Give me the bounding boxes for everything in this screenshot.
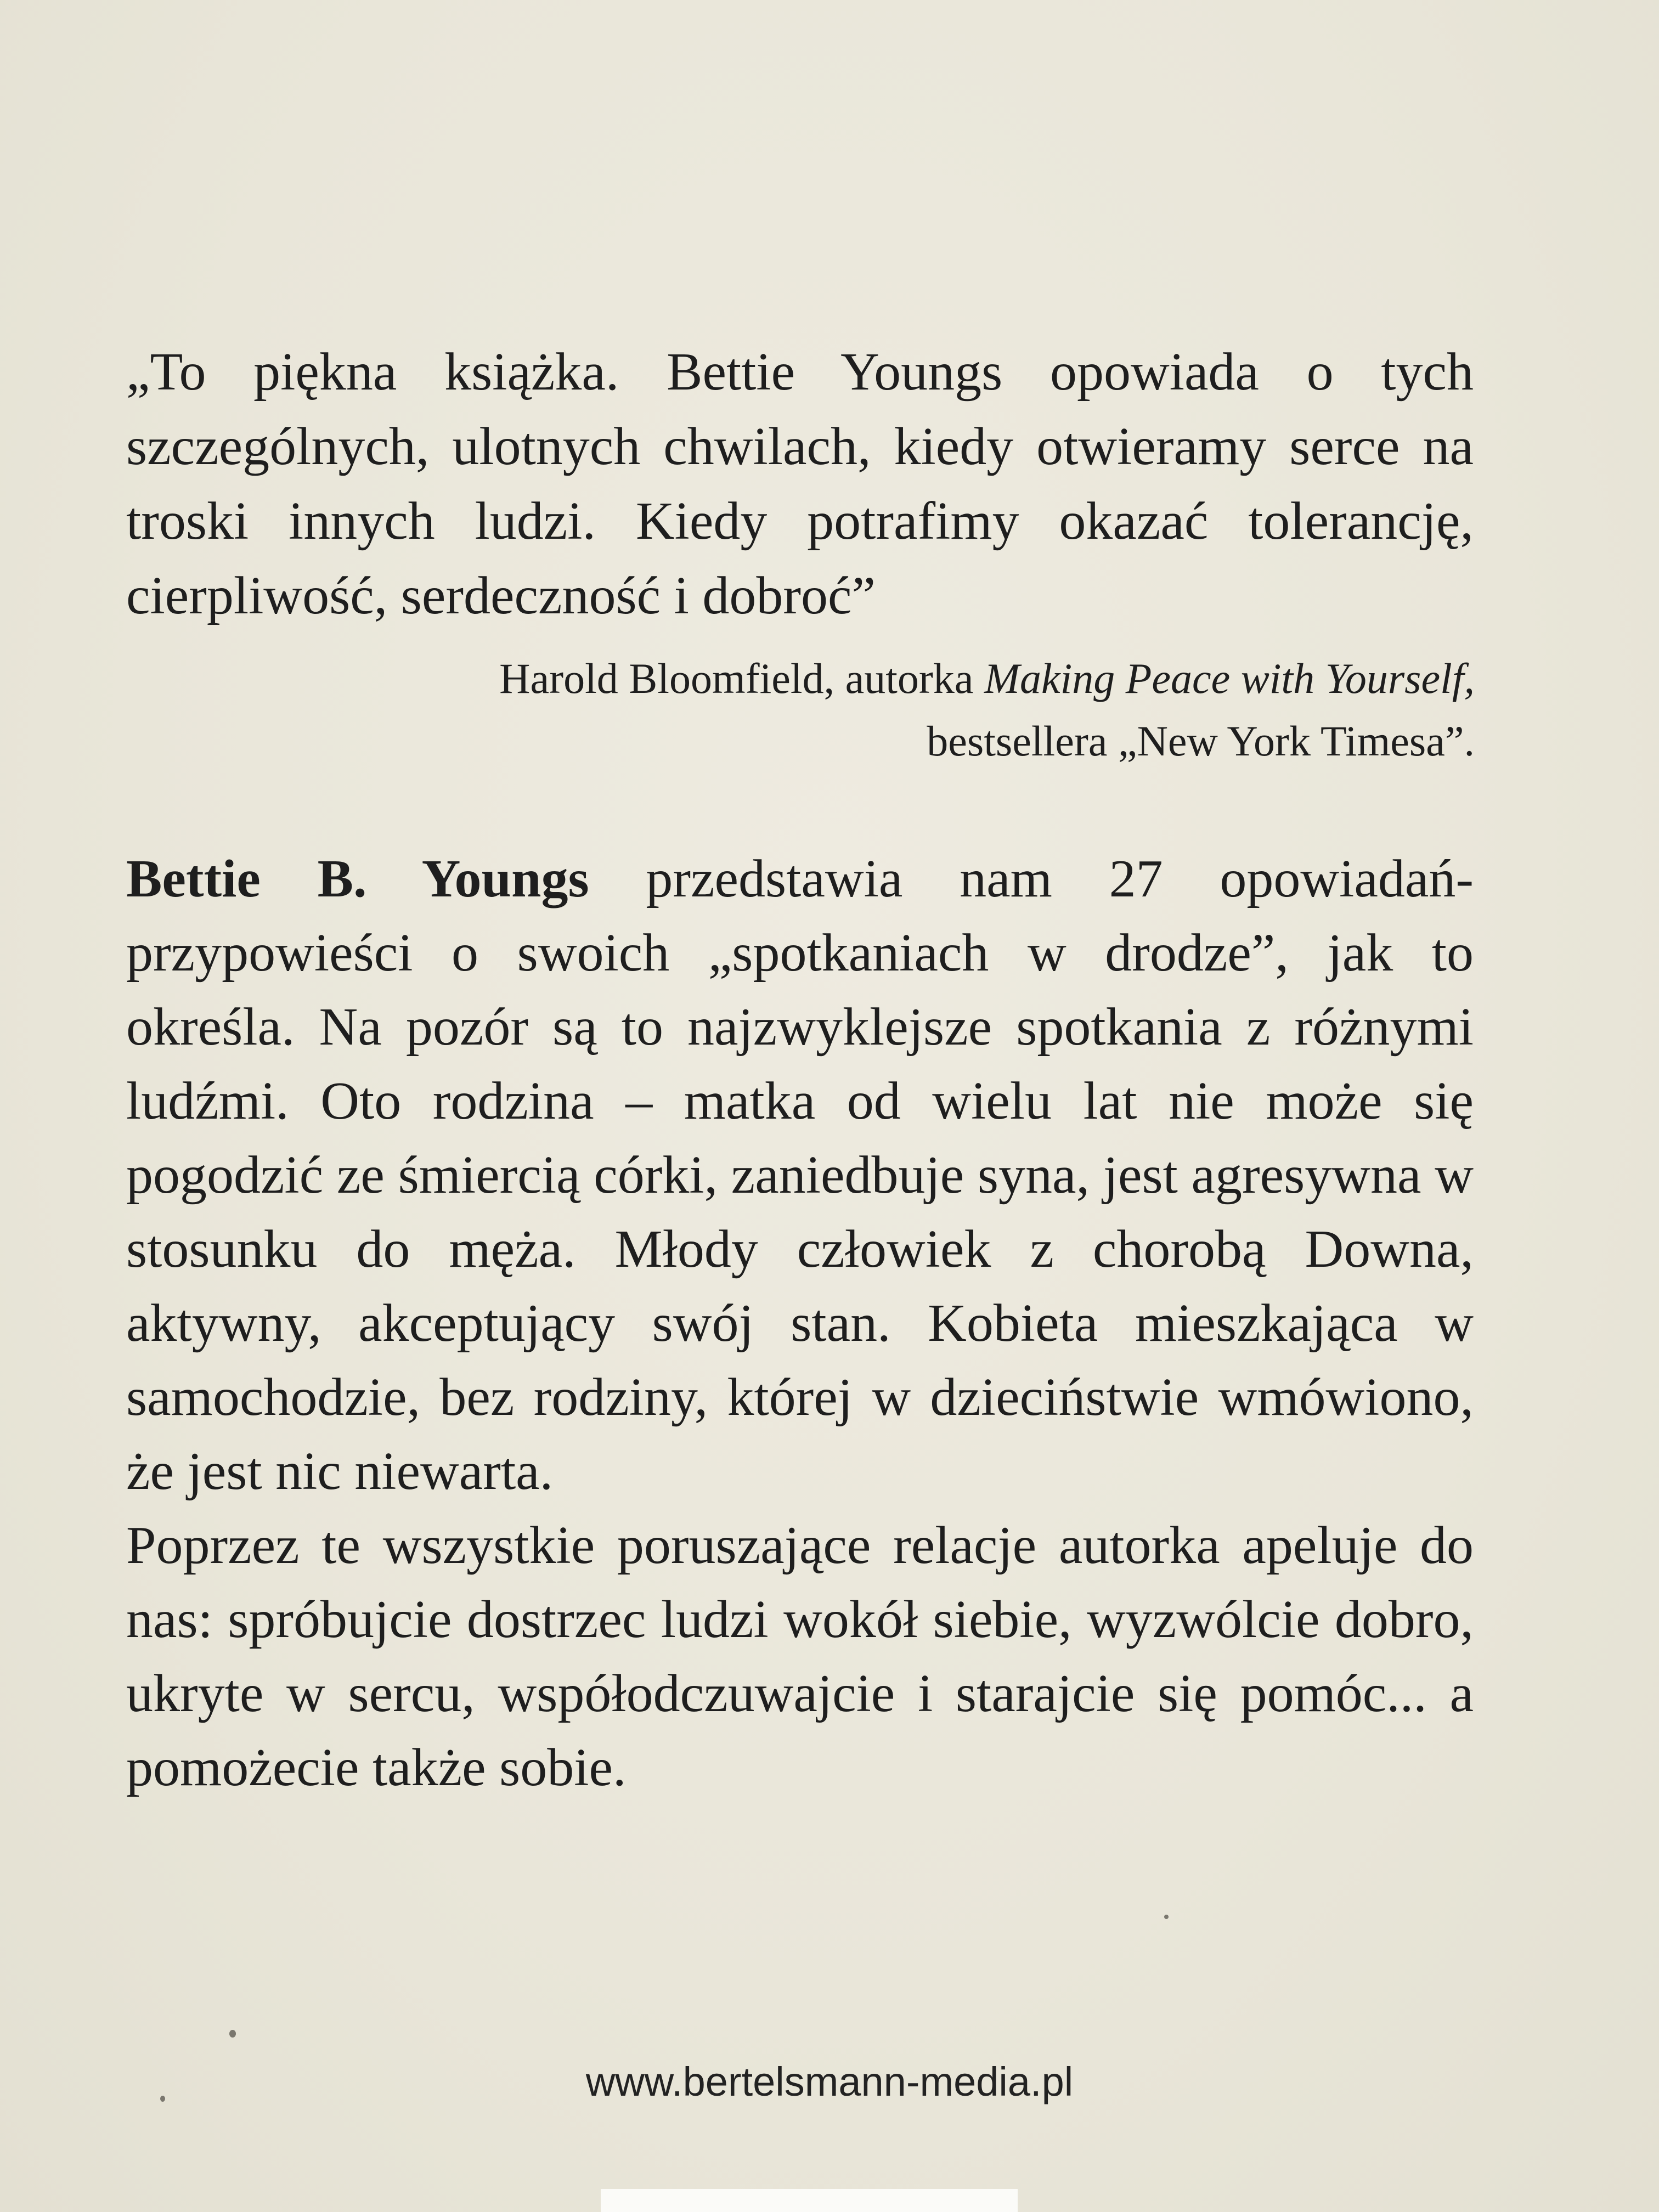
description-paragraph-1-text: przedstawia nam 27 opowiadań-przypowieści o swoich „spotkaniach w drodze”, jak to określa. Na pozór są to najzwyklejsze spotkania z różnymi ludźmi. Oto rodzina – matka od wielu lat nie może się pogodzić ze śmiercią córki, zaniedbuje syna, jest agresywna w stosunku do męża. Młody człowiek z chorobą Downa, aktywny, akceptujący swój stan. Kobieta mieszkająca w samochodzie, bez rodziny, której w dzieciństwie wmówiono, że jest nic niewarta.: [126, 849, 1474, 1501]
barcode-sticker-edge: [601, 2189, 1018, 2212]
publisher-website: www.bertelsmann-media.pl: [585, 2059, 1074, 2104]
book-description: [126, 842, 1474, 1805]
attribution-book-title: Making Peace with Yourself,: [984, 654, 1475, 702]
paper-speck: [229, 2030, 236, 2038]
description-paragraph-2: Poprzez te wszystkie poruszające relacje autorka apeluje do nas: spróbujcie dostrzec ludzi wokół siebie, wyzwólcie dobro, ukryte w sercu, współodczuwajcie i starajcie się pomóc... a pomożecie także sobie.: [126, 1516, 1474, 1797]
attribution-author: Harold Bloomfield, autorka: [499, 654, 974, 702]
paper-speck: [1164, 1915, 1169, 1919]
description-paragraph-1: [126, 842, 1474, 1509]
author-name: Bettie B. Youngs: [126, 849, 589, 909]
paper-speck: [160, 2096, 165, 2102]
blurb-quote: „To piękna książka. Bettie Youngs opowiada o tych szczególnych, ulotnych chwilach, kiedy otwieramy serce na troski innych ludzi. Kiedy potrafimy okazać tolerancję, cierpliwość, serdeczność i dobroć”: [126, 342, 1474, 625]
quote-attribution: [213, 647, 1475, 772]
attribution-bestseller: bestsellera „New York Timesa”.: [927, 717, 1475, 765]
